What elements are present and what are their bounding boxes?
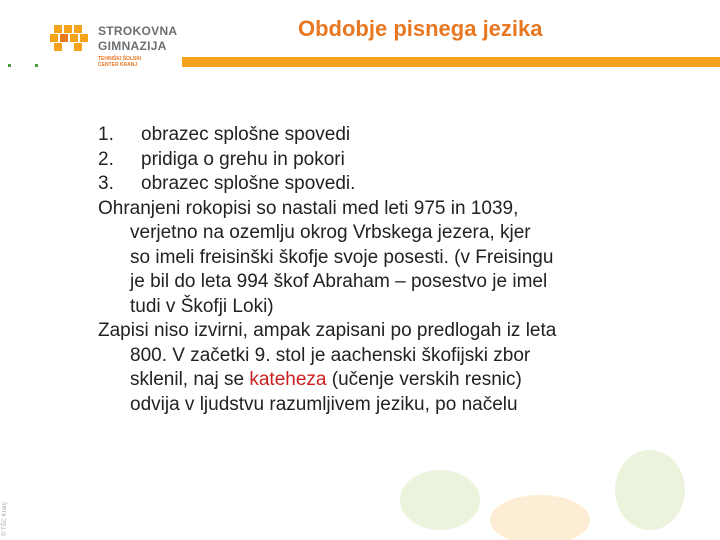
slide-body: [98, 123, 698, 417]
logo-sub-line-2: CENTER KRANJ: [98, 62, 138, 68]
logo-name: [98, 24, 177, 54]
paragraph-line: je bil do leta 994 škof Abraham – posestvo je imel: [130, 271, 548, 292]
paragraph-line: tudi v Škofji Loki): [130, 295, 274, 317]
paragraph-line: Ohranjeni rokopisi so nastali med leti 975 in 1039,: [98, 197, 519, 219]
highlight-term: kateheza: [249, 369, 327, 390]
logo-line-2: GIMNAZIJA: [98, 39, 167, 53]
list-text: obrazec splošne spovedi: [141, 124, 351, 145]
text-fragment: sklenil, naj se: [130, 369, 250, 390]
list-text: pridiga o grehu in pokori: [141, 148, 345, 170]
text-fragment: (učenje verskih resnic): [326, 369, 522, 390]
paragraph-line: [98, 368, 698, 393]
logo-line-1: STROKOVNA: [98, 24, 178, 38]
decor-dot: [8, 64, 11, 67]
school-logo: [50, 20, 200, 70]
paragraph-line: verjetno na ozemlju okrog Vrbskega jezera, kjer: [130, 222, 531, 243]
paragraph-line: 800. V začetki 9. stol je aachenski škofijski zbor: [130, 344, 531, 366]
paragraph-line: so imeli freisinški škofje svoje posesti. (v Freisingu: [130, 246, 554, 268]
list-text: obrazec splošne spovedi.: [141, 173, 356, 194]
list-item: [98, 123, 698, 148]
paragraph-line: Zapisi niso izvirni, ampak zapisani po predlogah iz leta: [98, 320, 557, 341]
header-bar: [182, 57, 720, 67]
logo-mark-icon: [50, 23, 94, 53]
list-number: 1.: [98, 124, 114, 145]
side-copyright: © TŠC Kranj: [2, 502, 8, 536]
list-number: 3.: [98, 173, 114, 194]
logo-sub-line-1: TEHNIŠKI ŠOLSKI: [98, 56, 142, 62]
paragraph-manuscripts: [98, 197, 698, 320]
list-item: [98, 172, 698, 197]
paragraph-records: [98, 319, 698, 417]
decor-dot: [35, 64, 38, 67]
slide-title: Obdobje pisnega jezika: [298, 16, 543, 41]
paragraph-line: odvija v ljudstvu razumljivem jeziku, po načelu: [130, 393, 518, 415]
logo-subtitle: [98, 56, 141, 68]
list-number: 2.: [98, 148, 114, 170]
list-item: [98, 148, 698, 173]
